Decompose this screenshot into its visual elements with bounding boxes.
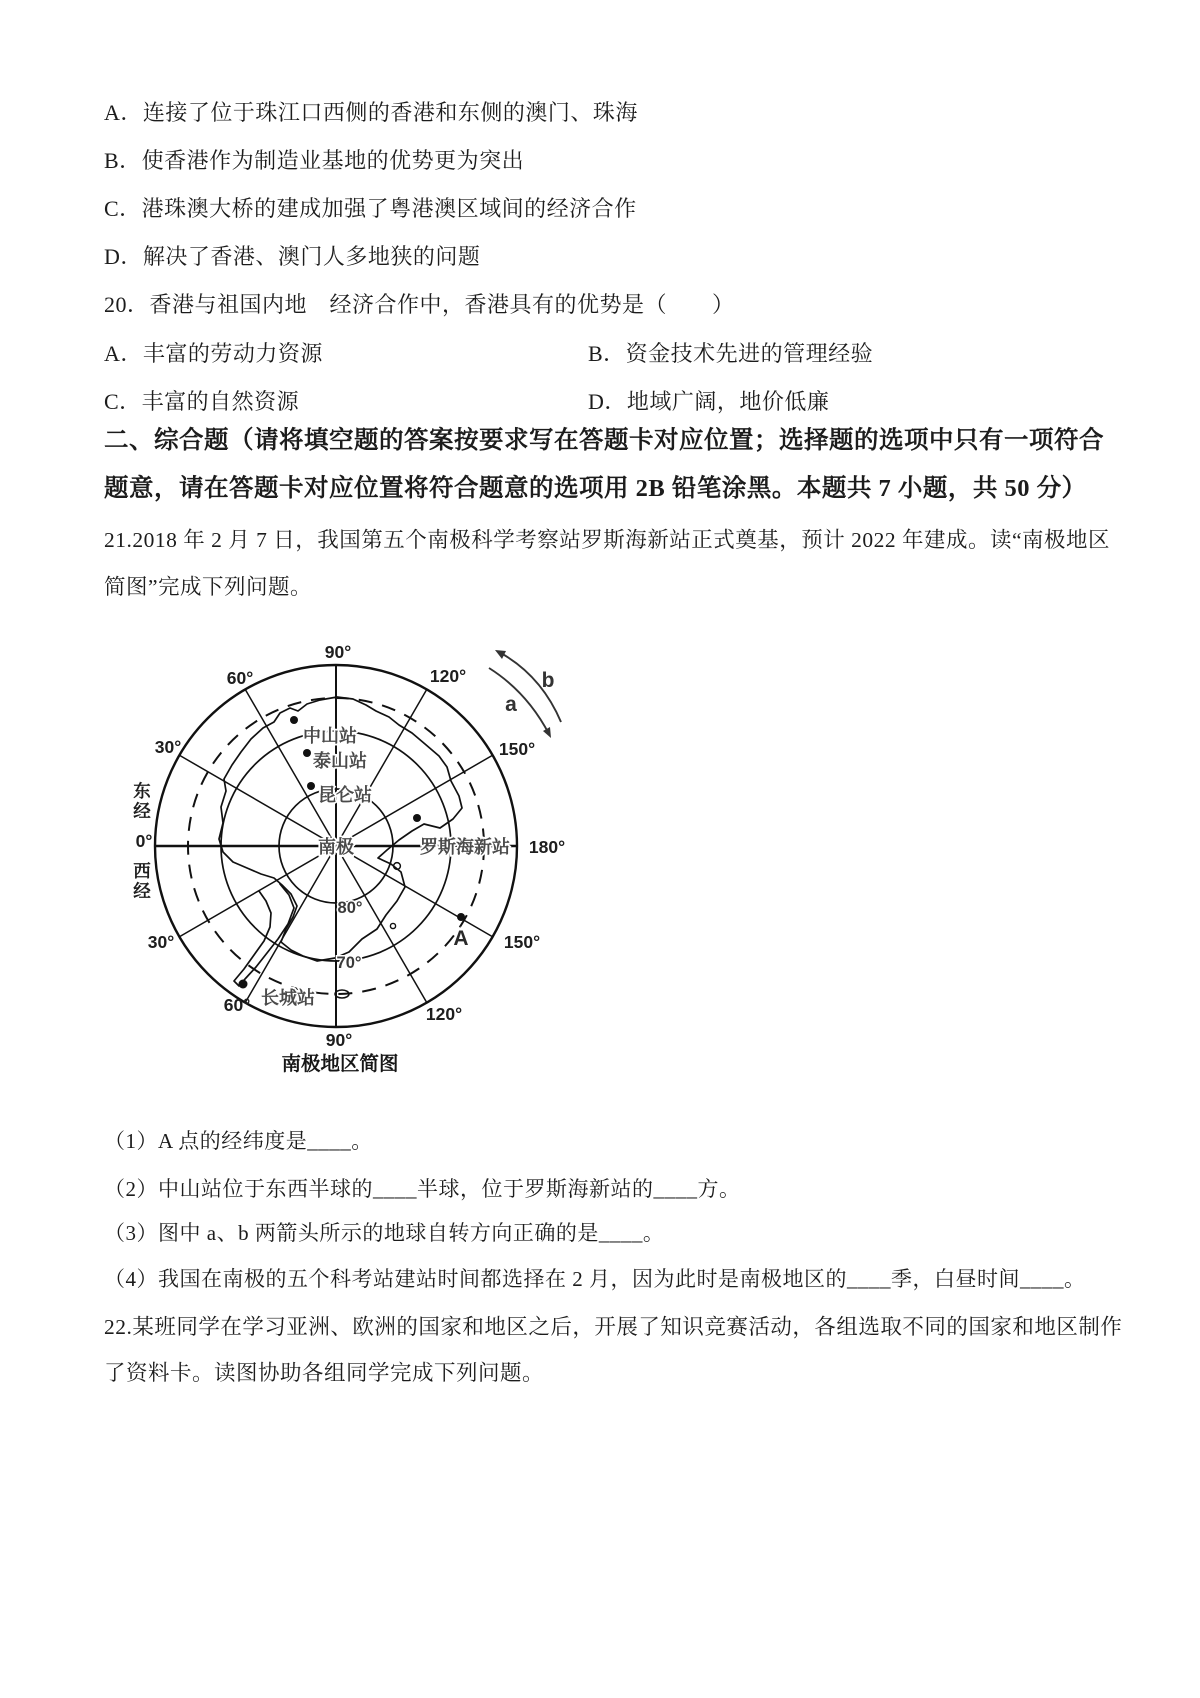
station-label-changcheng: 长城站 [261, 988, 315, 1008]
latitude-label-70: 70° [336, 954, 362, 972]
q21-intro-line1: 21.2018 年 2 月 7 日，我国第五个南极科学考察站罗斯海新站正式奠基，预计 2022 年建成。读“南极地区 [104, 528, 1111, 552]
longitude-label-150-lr: 150° [503, 932, 541, 952]
longitude-label-60-bl: 60° [223, 995, 251, 1015]
station-dot-taishan [303, 749, 311, 757]
q20-option-a: A．丰富的劳动力资源 [104, 341, 323, 366]
longitude-label-180: 180° [528, 837, 566, 857]
longitude-label-90-bottom: 90° [325, 1030, 353, 1050]
longitude-label-90-top: 90° [324, 642, 352, 662]
longitude-label-120-br: 120° [425, 1004, 463, 1024]
hemisphere-label-jing2: 经 [133, 881, 151, 901]
q21-sub4: （4）我国在南极的五个科考站建站时间都选择在 2 月，因为此时是南极地区的____季，白昼时间____。 [104, 1267, 1086, 1291]
station-dot-kunlun [307, 782, 315, 790]
q19-option-a: A．连接了位于珠江口西侧的香港和东侧的澳门、珠海 [104, 100, 638, 125]
longitude-label-150-right: 150° [498, 739, 536, 759]
q21-intro-line2: 简图”完成下列问题。 [104, 575, 313, 599]
section2-header-line2: 题意，请在答题卡对应位置将符合题意的选项用 2B 铅笔涂黑。本题共 7 小题，共 50 分） [104, 475, 1087, 502]
hemisphere-label-xi: 西 [133, 861, 151, 881]
station-label-zhongshan: 中山站 [303, 726, 357, 746]
station-label-taishan: 泰山站 [313, 751, 367, 771]
longitude-label-120-ur: 120° [429, 666, 467, 686]
q19-option-d: D．解决了香港、澳门人多地狭的问题 [104, 244, 481, 269]
q22-line2: 了资料卡。读图协助各组同学完成下列问题。 [104, 1361, 545, 1385]
point-a-label: A [453, 927, 469, 950]
q20-stem: 20．香港与祖国内地 经济合作中，香港具有的优势是（ ） [104, 292, 735, 317]
hemisphere-label-jing1: 经 [133, 801, 151, 821]
q21-sub2: （2）中山站位于东西半球的____半球，位于罗斯海新站的____方。 [104, 1177, 741, 1201]
map-caption: 南极地区简图 [281, 1053, 399, 1075]
rotation-arrow-a-label: a [505, 693, 517, 716]
hemisphere-label-0deg: 0° [135, 831, 153, 851]
q20-option-c: C．丰富的自然资源 [104, 389, 300, 414]
q21-sub3: （3）图中 a、b 两箭头所示的地球自转方向正确的是____。 [104, 1221, 665, 1245]
station-dot-point-a [457, 913, 465, 921]
small-island-east [390, 923, 395, 928]
longitude-label-60-ul: 60° [226, 668, 254, 688]
section2-header-line1: 二、综合题（请将填空题的答案按要求写在答题卡对应位置；选择题的选项中只有一项符合 [104, 427, 1104, 454]
station-label-kunlun: 昆仑站 [318, 785, 372, 805]
longitude-label-30-left: 30° [154, 737, 182, 757]
latitude-label-80: 80° [337, 899, 363, 917]
q22-line1: 22.某班同学在学习亚洲、欧洲的国家和地区之后，开展了知识竞赛活动，各组选取不同的国家和地区制作 [104, 1315, 1123, 1339]
q19-option-b: B．使香港作为制造业基地的优势更为突出 [104, 148, 525, 173]
q20-option-d: D．地域广阔，地价低廉 [588, 389, 830, 414]
station-dot-rosshai [413, 814, 421, 822]
antarctic-map-svg [100, 595, 600, 1095]
hemisphere-label-dong: 东 [133, 781, 151, 801]
station-dot-changcheng [239, 980, 248, 989]
rotation-arrow-a-curve [489, 668, 549, 734]
longitude-label-30-ll: 30° [147, 932, 175, 952]
q19-option-c: C．港珠澳大桥的建成加强了粤港澳区域间的经济合作 [104, 196, 637, 221]
station-label-rosshai: 罗斯海新站 [420, 837, 510, 857]
station-dot-zhongshan [290, 716, 298, 724]
antarctic-map-figure [100, 595, 600, 1095]
rotation-arrow-b-label: b [541, 669, 555, 692]
q20-option-b: B．资金技术先进的管理经验 [588, 341, 874, 366]
q21-sub1: （1）A 点的经纬度是____。 [104, 1129, 373, 1153]
south-pole-label: 南极 [318, 837, 354, 857]
